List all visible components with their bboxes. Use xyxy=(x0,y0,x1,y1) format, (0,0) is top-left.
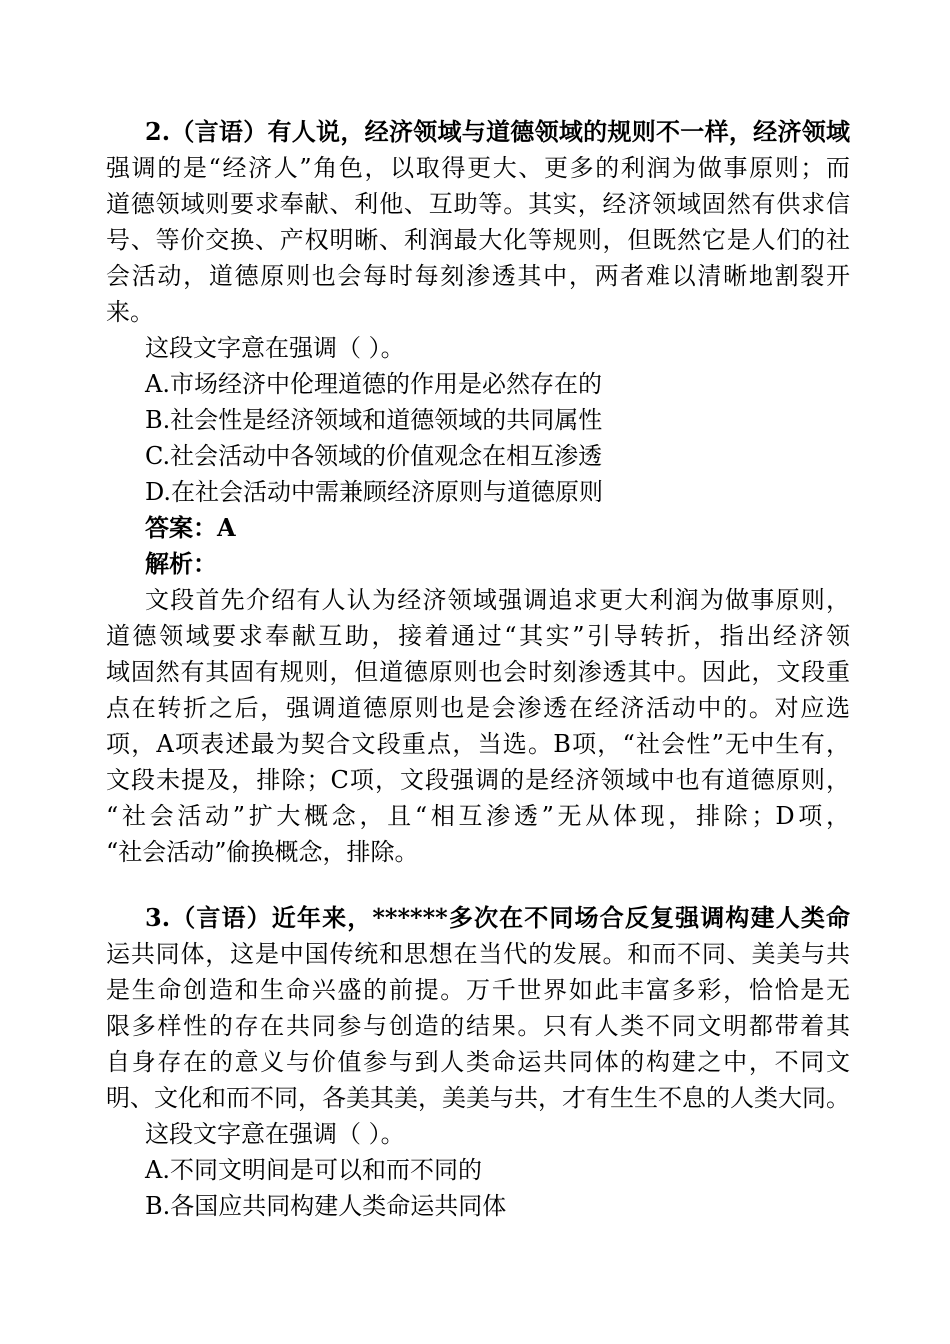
question-stem-line: 道德领域则要求奉献、利他、互助等。其实，经济领域固然有供求信 xyxy=(106,190,850,218)
analysis-line: “社会活动”扩大概念，且“相互渗透”无从体现，排除；D项， xyxy=(106,802,850,830)
analysis-line: 文段未提及，排除；C项，文段强调的是经济领域中也有道德原则， xyxy=(106,766,850,794)
analysis-line: 文段首先介绍有人认为经济领域强调追求更大利润为做事原则， xyxy=(145,586,850,614)
question-stem-line: 是生命创造和生命兴盛的前提。万千世界如此丰富多彩，恰恰是无 xyxy=(106,976,850,1004)
question-stem-line: 强调的是“经济人”角色，以取得更大、更多的利润为做事原则；而 xyxy=(106,154,850,182)
analysis-line: 道德领域要求奉献互助，接着通过“其实”引导转折，指出经济领 xyxy=(106,622,850,650)
question-stem-line: 来。 xyxy=(106,298,154,326)
question-stem-line: 会活动，道德原则也会每时每刻渗透其中，两者难以清晰地割裂开 xyxy=(106,262,850,290)
question-stem-line: 3.（言语）近年来，******多次在不同场合反复强调构建人类命 xyxy=(145,903,850,932)
question-stem-line: 限多样性的存在共同参与创造的结果。只有人类不同文明都带着其 xyxy=(106,1012,850,1040)
option-b: B.社会性是经济领域和道德领域的共同属性 xyxy=(145,406,603,434)
option-a: A.市场经济中伦理道德的作用是必然存在的 xyxy=(145,370,602,398)
analysis-line: 域固然有其固有规则，但道德原则也会时刻渗透其中。因此，文段重 xyxy=(106,658,850,686)
question-prompt: 这段文字意在强调（ ）。 xyxy=(145,1120,405,1148)
question-prompt: 这段文字意在强调（ ）。 xyxy=(145,334,405,362)
option-c: C.社会活动中各领域的价值观念在相互渗透 xyxy=(145,442,603,470)
option-d: D.在社会活动中需兼顾经济原则与道德原则 xyxy=(145,478,604,506)
question-stem-line: 2.（言语）有人说，经济领域与道德领域的规则不一样，经济领域 xyxy=(145,117,850,146)
question-stem-line: 运共同体，这是中国传统和思想在当代的发展。和而不同、美美与共 xyxy=(106,940,850,968)
question-stem-line: 自身存在的意义与价值参与到人类命运共同体的构建之中，不同文 xyxy=(106,1048,850,1076)
analysis-label: 解析： xyxy=(145,549,217,578)
analysis-line: “社会活动”偷换概念，排除。 xyxy=(106,838,419,866)
option-a: A.不同文明间是可以和而不同的 xyxy=(145,1156,482,1184)
question-stem-line: 号、等价交换、产权明晰、利润最大化等规则，但既然它是人们的社 xyxy=(106,226,850,254)
option-b: B.各国应共同构建人类命运共同体 xyxy=(145,1192,507,1220)
answer-label: 答案：A xyxy=(145,513,236,542)
analysis-line: 点在转折之后，强调道德原则也是会渗透在经济活动中的。对应选 xyxy=(106,694,850,722)
analysis-line: 项，A项表述最为契合文段重点，当选。B项，“社会性”无中生有， xyxy=(106,730,850,758)
question-stem-line: 明、文化和而不同，各美其美，美美与共，才有生生不息的人类大同。 xyxy=(106,1084,850,1112)
